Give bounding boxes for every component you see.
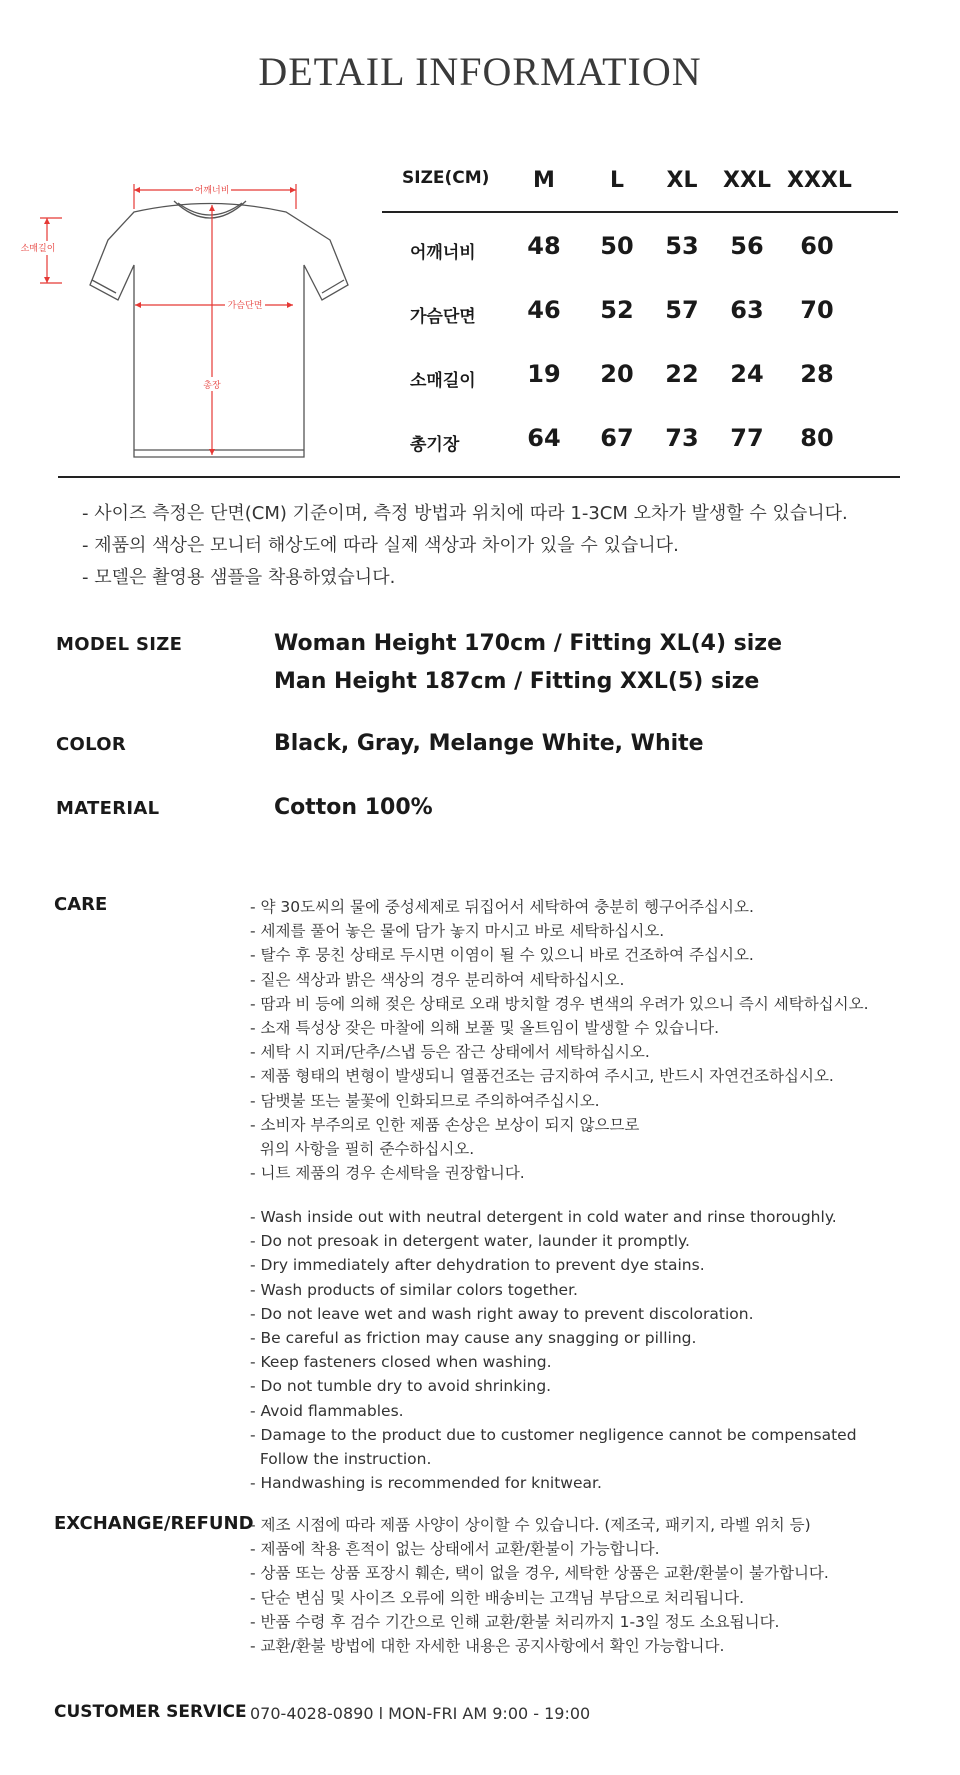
care-line: - 세제를 풀어 놓은 물에 담가 놓지 마시고 바로 세탁하십시오. — [250, 922, 665, 941]
cell-value: 50 — [600, 232, 634, 260]
cell-value: 46 — [527, 296, 561, 324]
size-col-header: L — [609, 168, 625, 193]
note-line: - 사이즈 측정은 단면(CM) 기준이며, 측정 방법과 위치에 따라 1-3CM 오차가 발생할 수 있습니다. — [82, 503, 848, 524]
cell-value: 57 — [665, 296, 699, 324]
cell-value: 28 — [800, 360, 834, 388]
care-line: - 담뱃불 또는 불꽃에 인화되므로 주의하여주십시오. — [250, 1091, 600, 1110]
cell-value: 60 — [800, 232, 834, 260]
care-line: - 약 30도씨의 물에 중성세제로 뒤집어서 세탁하여 충분히 헹구어주십시오. — [250, 898, 754, 916]
shoulder-label: 어깨너비 — [194, 186, 230, 196]
cell-value: 63 — [730, 296, 764, 324]
row-label: 가슴단면 — [410, 307, 476, 327]
care-line: - Do not presoak in detergent water, launder it promptly. — [250, 1232, 690, 1251]
length-label: 총장 — [203, 381, 221, 391]
cell-value: 77 — [730, 424, 764, 452]
sleeve-label: 소매길이 — [20, 244, 56, 254]
model-size-value — [274, 625, 782, 701]
care-line: - 제품 형태의 변형이 발생되니 열품건조는 금지하여 주시고, 반드시 자연건조하십시오. — [250, 1067, 834, 1086]
care-line: - Avoid flammables. — [250, 1401, 404, 1420]
tshirt-outline — [90, 204, 348, 458]
care-line: 위의 사항을 필히 준수하십시오. — [250, 1140, 475, 1159]
model-size-line: Man Height 187cm / Fitting XXL(5) size — [274, 669, 760, 694]
model-size-label: MODEL SIZE — [56, 634, 183, 655]
exchange-line: - 제조 시점에 따라 제품 사양이 상이할 수 있습니다. (제조국, 패키지, 라벨 위치 등) — [250, 1516, 811, 1534]
cell-value: 53 — [665, 232, 699, 260]
cell-value: 67 — [600, 424, 634, 452]
care-line: - 니트 제품의 경우 손세탁을 권장합니다. — [250, 1164, 525, 1183]
cell-value: 48 — [527, 232, 561, 260]
cell-value: 64 — [527, 424, 561, 452]
exchange-line: - 교환/환불 방법에 대한 자세한 내용은 공지사항에서 확인 가능합니다. — [250, 1637, 725, 1656]
care-line: - Wash inside out with neutral detergent in cold water and rinse thoroughly. — [250, 1208, 837, 1226]
care-line: - 짙은 색상과 밝은 색상의 경우 분리하여 세탁하십시오. — [250, 970, 625, 989]
size-col-header: XL — [666, 168, 698, 193]
care-line: - Dry immediately after dehydration to prevent dye stains. — [250, 1256, 705, 1275]
exchange-line: - 단순 변심 및 사이즈 오류에 의한 배송비는 고객님 부담으로 처리됩니다. — [250, 1588, 745, 1607]
care-korean-list — [250, 895, 869, 1185]
care-english-list — [250, 1205, 857, 1495]
row-label: 총기장 — [410, 435, 460, 455]
material-value: Cotton 100% — [274, 795, 433, 820]
tshirt-measurement-diagram — [10, 165, 350, 465]
chest-label: 가슴단면 — [227, 301, 263, 311]
cell-value: 24 — [730, 360, 764, 388]
note-line: - 제품의 색상은 모니터 해상도에 따라 실제 색상과 차이가 있을 수 있습니다. — [82, 535, 679, 556]
care-line: - 땀과 비 등에 의해 젖은 상태로 오래 방치할 경우 변색의 우려가 있으니 즉시 세탁하십시오. — [250, 994, 869, 1013]
note-line: - 모델은 촬영용 샘플을 착용하였습니다. — [82, 567, 396, 588]
care-line: - Do not leave wet and wash right away to prevent discoloration. — [250, 1304, 754, 1323]
care-line: - Handwashing is recommended for knitwear. — [250, 1474, 602, 1493]
exchange-line: - 상품 또는 상품 포장시 훼손, 택이 없을 경우, 세탁한 상품은 교환/환불이 불가합니다. — [250, 1564, 829, 1583]
cell-value: 56 — [730, 232, 764, 260]
exchange-label: EXCHANGE/REFUND — [54, 1513, 254, 1534]
cell-value: 20 — [600, 360, 634, 388]
size-notes — [82, 498, 848, 594]
section-divider — [58, 476, 900, 478]
care-line: - 소재 특성상 잦은 마찰에 의해 보풀 및 올트임이 발생할 수 있습니다. — [250, 1019, 719, 1038]
care-line: - Damage to the product due to customer negligence cannot be compensated — [250, 1425, 857, 1444]
page-title: DETAIL INFORMATION — [258, 49, 702, 94]
material-label: MATERIAL — [56, 798, 160, 819]
size-col-header: M — [533, 168, 555, 193]
care-line: - Do not tumble dry to avoid shrinking. — [250, 1377, 552, 1396]
care-line: - 세탁 시 지퍼/단추/스냅 등은 잠근 상태에서 세탁하십시오. — [250, 1043, 650, 1062]
care-line: Follow the instruction. — [250, 1450, 432, 1469]
cell-value: 80 — [800, 424, 834, 452]
care-line: - 탈수 후 뭉친 상태로 두시면 이염이 될 수 있으니 바로 건조하여 주십시오. — [250, 946, 754, 965]
cell-value: 73 — [665, 424, 699, 452]
size-col-header: XXL — [723, 168, 771, 193]
cell-value: 19 — [527, 360, 561, 388]
customer-service-label: CUSTOMER SERVICE — [54, 1702, 247, 1722]
care-line: - 소비자 부주의로 인한 제품 손상은 보상이 되지 않으므로 — [250, 1115, 640, 1134]
row-label: 어깨너비 — [410, 243, 476, 263]
size-col-header: XXXL — [787, 168, 852, 193]
care-label: CARE — [54, 894, 108, 915]
customer-service-value: 070-4028-0890 l MON-FRI AM 9:00 - 19:00 — [250, 1704, 591, 1723]
care-line: - Keep fasteners closed when washing. — [250, 1353, 552, 1372]
table-top-rule — [382, 211, 898, 213]
exchange-list — [250, 1513, 829, 1658]
exchange-line: - 제품에 착용 흔적이 없는 상태에서 교환/환불이 가능합니다. — [250, 1540, 660, 1559]
care-line: - Be careful as friction may cause any snagging or pilling. — [250, 1329, 697, 1348]
cell-value: 52 — [600, 296, 634, 324]
color-value: Black, Gray, Melange White, White — [274, 731, 704, 756]
row-label: 소매길이 — [410, 371, 476, 391]
exchange-line: - 반품 수령 후 검수 기간으로 인해 교환/환불 처리까지 1-3일 정도 소요됩니다. — [250, 1612, 780, 1631]
cell-value: 70 — [800, 296, 834, 324]
care-line: - Wash products of similar colors together. — [250, 1280, 578, 1299]
cell-value: 22 — [665, 360, 699, 388]
size-header-label: SIZE(CM) — [402, 168, 490, 188]
model-size-line: Woman Height 170cm / Fitting XL(4) size — [274, 631, 783, 656]
color-label: COLOR — [56, 734, 127, 755]
